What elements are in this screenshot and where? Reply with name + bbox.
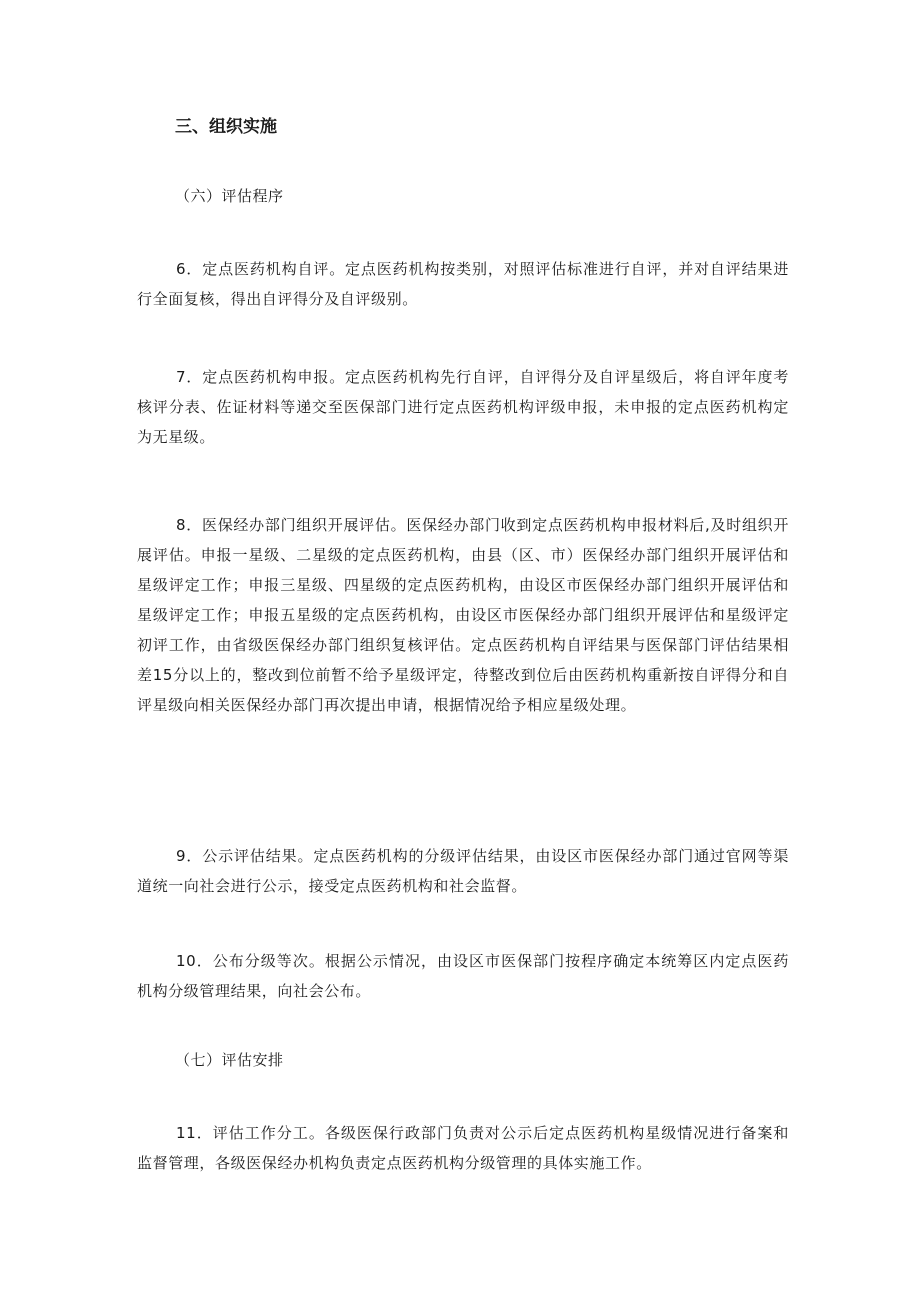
paragraph-self-evaluation: 6．定点医药机构自评。定点医药机构按类别，对照评估标准进行自评，并对自评结果进行全面复核，得出自评得分及自评级别。 [137,260,789,308]
paragraph-organize-evaluation: 8．医保经办部门组织开展评估。医保经办部门收到定点医药机构申报材料后,及时组织开展评估。申报一星级、二星级的定点医药机构，由县（区、市）医保经办部门组织开展评估和星级评定工作；申报三星级、四星级的定点医药机构，由设区市医保经办部门组织开展评估和星级评定工作；申报五星级的定点医药机构，由设区市医保经办部门组织开展评估和星级评定初评工作，由省级医保经办部门组织复核评估。定点医药机构自评结果与医保部门评估结果相差15分以上的，整改到位前暂不给予星级评定，待整改到位后由医药机构重新按自评得分和自评星级向相关医保经办部门再次提出申请，根据情况给予相应星级处理。 [137,516,789,714]
paragraph-announce-grades: 10．公布分级等次。根据公示情况，由设区市医保部门按程序确定本统筹区内定点医药机构分级管理结果，向社会公布。 [137,952,789,1000]
section-heading: 三、组织实施 [175,117,277,137]
paragraph-work-division: 11．评估工作分工。各级医保行政部门负责对公示后定点医药机构星级情况进行备案和监督管理，各级医保经办机构负责定点医药机构分级管理的具体实施工作。 [137,1124,789,1172]
subsection-title-evaluation-arrangement: （七）评估安排 [175,1051,284,1069]
paragraph-publicize-results: 9．公示评估结果。定点医药机构的分级评估结果，由设区市医保经办部门通过官网等渠道统一向社会进行公示，接受定点医药机构和社会监督。 [137,847,789,895]
subsection-title-evaluation-procedure: （六）评估程序 [175,187,284,205]
paragraph-application: 7．定点医药机构申报。定点医药机构先行自评，自评得分及自评星级后，将自评年度考核评分表、佐证材料等递交至医保部门进行定点医药机构评级申报，未申报的定点医药机构定为无星级。 [137,368,789,446]
